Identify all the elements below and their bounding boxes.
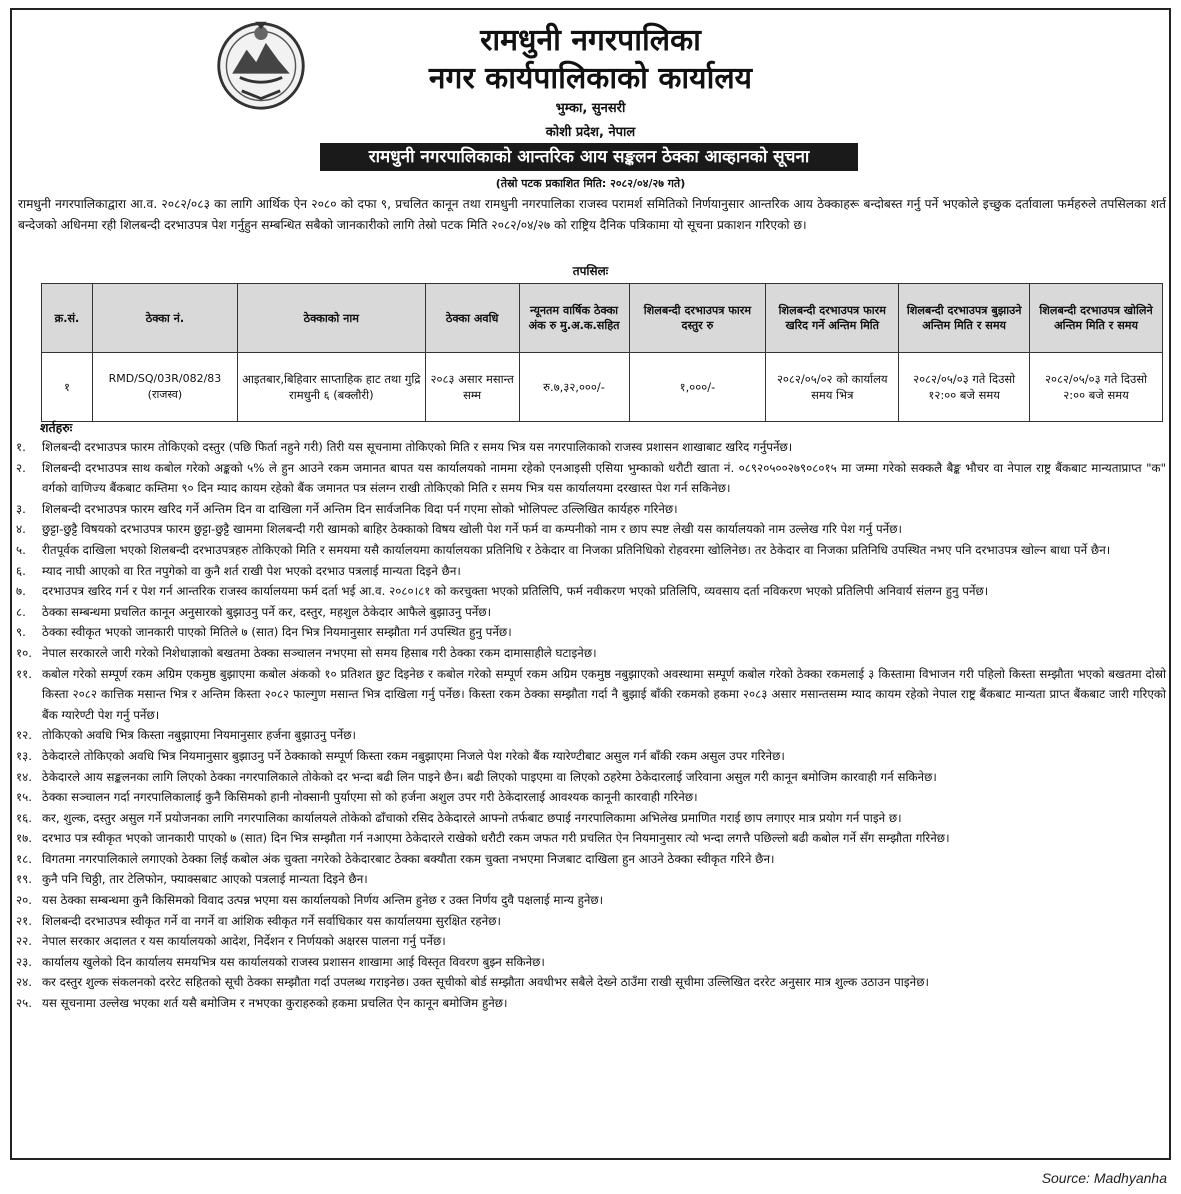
condition-item bbox=[16, 890, 1166, 911]
column-header: न्यूनतम वार्षिक ठेक्का अंक रु मु.अ.क.सहित bbox=[519, 284, 629, 353]
condition-text: शिलबन्दी दरभाउपत्र फारम तोकिएको दस्तुर (पछि फिर्ता नहुने गरी) तिरी यस सूचनामा तोकिएको मिति र समय भित्र यस नगरपालिकाको राजस्व प्रशासन शाखाबाट खरिद गर्नुपर्नेछ। bbox=[42, 440, 793, 454]
table-header-row bbox=[42, 284, 1163, 353]
column-header: शिलबन्दी दरभाउपत्र खोलिने अन्तिम मिति र समय bbox=[1030, 284, 1163, 353]
condition-item bbox=[16, 952, 1166, 973]
condition-item bbox=[16, 602, 1166, 623]
publish-date: (तेस्रो पटक प्रकाशित मिति: २०८२/०४/२७ गते) bbox=[495, 177, 686, 190]
condition-number: २. bbox=[16, 460, 26, 475]
cell-submit-deadline: २०८२/०५/०३ गते दिउसो १२:०० बजे समय bbox=[899, 353, 1030, 422]
condition-number: १०. bbox=[16, 645, 33, 660]
condition-item bbox=[16, 972, 1166, 993]
condition-number: २३. bbox=[16, 954, 33, 969]
condition-number: ९. bbox=[16, 625, 26, 640]
condition-text: कर दस्तुर शुल्क संकलनको दररेट सहितको सूची ठेक्का सम्झौता गर्दा उपलब्ध गराइनेछ। उक्त सूचीको बोर्ड सम्झौता अवधीभर सबैले देख्ने ठाउँमा राखी सूचीमा उल्लिखित दररेट अनुसार मात्र शुल्क उठाउन पाइनेछ। bbox=[42, 975, 929, 990]
condition-number: १५. bbox=[16, 790, 33, 805]
condition-item bbox=[16, 746, 1166, 767]
condition-item bbox=[16, 725, 1166, 746]
condition-number: २१. bbox=[16, 913, 33, 928]
condition-text: कर, शुल्क, दस्तुर असुल गर्ने प्रयोजनका लागि नगरपालिका कार्यालयले तोकेको ढाँचाको रसिद ठेकेदारले आफ्नो तर्फबाट छपाई नगरपालिकामा अभिलेख प्रमाणित गराई छाप लगाएर मात्र प्रयोग गर्न पाइने छ। bbox=[42, 810, 902, 825]
condition-text: कबोल गरेको सम्पूर्ण रकम अग्रिम एकमुष्ठ बुझाएमा कबोल अंकको १० प्रतिशत छुट दिइनेछ र कबोल गरेको सम्पूर्ण रकम अग्रिम एकमुष्ठ नबुझाएको अवस्थामा सम्पूर्ण कबोल गरेको ठेक्का रकमलाई ३ किस्तामा विभाजन गरी पहिलो किस्ता सम्झौता भएको बखतमा दोस्रो किस्ता २०८२ कात्तिक मसान्त भित्र र अन्तिम किस्ता २०८२ फाल्गुण मसान्त भित्र दाखिला गर्नु पर्नेछ। किस्ता रकम ठेक्का सम्झौता गर्दा नै बुझाई बाँकी रकमको हकमा २०८३ असार मसान्तसम्म म्याद कायम रहेको नेपाल राष्ट्र बैंकबाट मान्यता प्राप्त बैंकबाट जारी गरिएको बैंक ग्यारेण्टी पेश गर्नु पर्नेछ। bbox=[42, 666, 1166, 722]
condition-item bbox=[16, 869, 1166, 890]
condition-item bbox=[16, 622, 1166, 643]
condition-item bbox=[16, 540, 1166, 561]
cell-contract-no bbox=[92, 353, 237, 422]
condition-item bbox=[16, 643, 1166, 664]
column-header: शिलबन्दी दरभाउपत्र बुझाउने अन्तिम मिति र समय bbox=[899, 284, 1030, 353]
condition-number: १४. bbox=[16, 769, 33, 784]
condition-number: २०. bbox=[16, 893, 33, 908]
condition-item bbox=[16, 437, 1166, 458]
condition-item bbox=[16, 993, 1166, 1014]
condition-text: ठेकेदारले आय सङ्कलनका लागि लिएको ठेक्का नगरपालिकाले तोकेको दर भन्दा बढी लिन पाइने छैन। बढी लिएको पाइएमा वा लिएको ठहरेमा ठेकेदारलाई जरिवाना असुल गरी कानून बमोजिम कारवाही गर्न सकिनेछ। bbox=[42, 769, 937, 784]
office-name: रामधुनी नगरपालिका bbox=[480, 23, 701, 58]
condition-item bbox=[16, 561, 1166, 582]
condition-text: म्याद नाघी आएको वा रित नपुगेको वा कुनै शर्त राखी पेश भएको दरभाउ पत्रलाई मान्यता दिइने छैन। bbox=[42, 563, 461, 578]
cell-min-amount: रु.७,३२,०००/- bbox=[519, 353, 629, 422]
condition-text: ठेक्का सञ्चालन गर्दा नगरपालिकालाई कुनै किसिमको हानी नोक्सानी पुर्याएमा सो को हर्जना अशुल उपर गरी ठेकेदारलाई आवश्यक कानूनी कारवाही गरिनेछ। bbox=[42, 790, 698, 805]
condition-text: दरभाउपत्र खरिद गर्न र पेश गर्न आन्तरिक राजस्व कार्यालयमा फर्म दर्ता भई आ.व. २०८०।८१ को करचुक्ता भएको प्रतिलिपि, फर्म नवीकरण भएको प्रतिलिपि, व्यवसाय दर्ता नविकरण भएको प्रतिलिपी अनिवार्य संलग्न हुनु पर्नेछ। bbox=[42, 584, 989, 599]
address-line-2: कोशी प्रदेश, नेपाल bbox=[545, 125, 636, 140]
cell-period: २०८३ असार मसान्त सम्म bbox=[425, 353, 519, 422]
condition-item bbox=[16, 808, 1166, 829]
condition-number: १. bbox=[16, 440, 26, 454]
contract-type: (राजस्व) bbox=[147, 388, 183, 401]
contract-number: RMD/SQ/03R/082/83 bbox=[108, 372, 222, 385]
condition-number: ३. bbox=[16, 501, 26, 516]
condition-text: रीतपूर्वक दाखिला भएको शिलबन्दी दरभाउपत्रहरु तोकिएको मिति र समयमा यसै कार्यालयमा कार्यालयका प्रतिनिधि र ठेकेदार वा निजका प्रतिनिधिको रोहवरमा खोलिनेछ। तर ठेकेदार वा निजका प्रतिनिधि उपस्थित नभए पनि दरभाउपत्र खोल्न बाधा पर्ने छैन। bbox=[42, 542, 1111, 557]
condition-number: २४. bbox=[16, 975, 33, 990]
table-row bbox=[42, 353, 1163, 422]
condition-number: १३. bbox=[16, 748, 33, 763]
condition-text: छुट्टा-छुट्टै विषयको दरभाउपत्र फारम छुट्टा-छुट्टै खाममा शिलबन्दी गरी खामको बाहिर ठेक्काको विषय खोली पेश गर्ने फर्म वा कम्पनीको नाम र छाप स्पष्ट लेखी यस कार्यालयको नाम उल्लेख गरि पेश गर्नु पर्नेछ। bbox=[42, 522, 902, 537]
column-header: ठेक्का नं. bbox=[92, 284, 237, 353]
condition-item bbox=[16, 581, 1166, 602]
condition-number: १२. bbox=[16, 728, 33, 743]
condition-item bbox=[16, 849, 1166, 870]
address-line-1: भुम्का, सुनसरी bbox=[555, 101, 626, 116]
condition-text: ठेकेदारले तोकिएको अवधि भित्र नियमानुसार बुझाउनु पर्ने ठेक्काको सम्पूर्ण किस्ता रकम नबुझाएमा निजले पेश गरेको बैंक ग्यारेण्टीबाट असुल गर्न बाँकी रकम असुल उपर गरिनेछ। bbox=[42, 748, 785, 763]
condition-item bbox=[16, 931, 1166, 952]
source-credit: Source: Madhyanha bbox=[1041, 1170, 1167, 1186]
condition-number: ५. bbox=[16, 542, 26, 557]
condition-text: यस सूचनामा उल्लेख भएका शर्त यसै बमोजिम र नभएका कुराहरुको हकमा प्रचलित ऐन कानून बमोजिम हुनेछ। bbox=[42, 996, 508, 1011]
condition-number: ११. bbox=[16, 666, 33, 681]
condition-number: ६. bbox=[16, 563, 26, 578]
column-header: ठेक्काको नाम bbox=[237, 284, 425, 353]
details-heading: तपसिलः bbox=[572, 264, 609, 278]
column-header: क्र.सं. bbox=[42, 284, 93, 353]
condition-item bbox=[16, 787, 1166, 808]
condition-number: २२. bbox=[16, 934, 33, 949]
condition-item bbox=[16, 458, 1166, 499]
condition-text: शिलबन्दी दरभाउपत्र स्वीकृत गर्ने वा नगर्ने वा आंशिक स्वीकृत गर्ने सर्वाधिकार यस कार्यालयमा सुरक्षित रहनेछ। bbox=[42, 913, 501, 928]
condition-number: १६. bbox=[16, 810, 33, 825]
condition-item bbox=[16, 767, 1166, 788]
condition-item bbox=[16, 519, 1166, 540]
condition-number: १७. bbox=[16, 831, 33, 846]
condition-text: कार्यालय खुलेको दिन कार्यालय समयभित्र यस कार्यालयको राजस्व प्रशासन शाखामा आई विस्तृत विवरण बुझ्न सकिनेछ। bbox=[42, 954, 545, 969]
condition-number: १८. bbox=[16, 851, 33, 866]
cell-opening-time: २०८२/०५/०३ गते दिउसो २:०० बजे समय bbox=[1030, 353, 1163, 422]
condition-text: नेपाल सरकारले जारी गरेको निशेधाज्ञाको बखतमा ठेक्का सञ्चालन नभएमा सो समय हिसाब गरी ठेक्का रकम दामासाहीले घटाइनेछ। bbox=[42, 645, 597, 660]
condition-text: ठेक्का स्वीकृत भएको जानकारी पाएको मितिले ७ (सात) दिन भित्र नियमानुसार सम्झौता गर्न उपस्थित हुनु पर्नेछ। bbox=[42, 625, 512, 640]
tender-table bbox=[41, 283, 1163, 422]
cell-form-fee: १,०००/- bbox=[629, 353, 766, 422]
intro-paragraph: रामधुनी नगरपालिकाद्वारा आ.व. २०८२/०८३ का लागि आर्थिक ऐन २०८० को दफा ९, प्रचलित कानून तथा रामधुनी नगरपालिका राजस्व परामर्श समितिको निर्णयानुसार आन्तरिक आय ठेक्काहरू बन्दोबस्त गर्नु पर्ने भएकोले इच्छुक दर्तावाला फर्महरुले तपसिलका शर्त बन्देजको अधिनमा रही शिलबन्दी दरभाउपत्र पेश गर्नुहुन सम्बन्धित सबैको जानकारीको लागि तेस्रो पटक मिति २०८२/०४/२७ को राष्ट्रिय दैनिक पत्रिकामा यो सूचना प्रकाशन गरिएको छ। bbox=[18, 197, 1166, 232]
conditions-list bbox=[16, 437, 1166, 1014]
notice-title-banner: रामधुनी नगरपालिकाको आन्तरिक आय सङ्कलन ठेक्का आव्हानको सूचना bbox=[320, 143, 858, 171]
condition-text: यस ठेक्का सम्बन्धमा कुनै किसिमको विवाद उत्पन्न भएमा यस कार्यालयको निर्णय अन्तिम हुनेछ र उक्त निर्णय दुवै पक्षलाई मान्य हुनेछ। bbox=[42, 893, 604, 908]
column-header: शिलबन्दी दरभाउपत्र फारम दस्तुर रु bbox=[629, 284, 766, 353]
condition-text: शिलबन्दी दरभाउपत्र साथ कबोल गरेको अङ्कको ५% ले हुन आउने रकम जमानत बापत यस कार्यालयको नाममा रहेको एनआइसी एसिया भुम्काको धरौटी खाता नं. ०८९२०५००२७९०८०१५ मा जम्मा गरेको सक्कलै बैङ्क भौचर वा नेपाल राष्ट्र बैंकबाट मान्यताप्राप्त "क" वर्गको वाणिज्य बैंकबाट कम्तिमा ९० दिन म्याद कायम रहेको बैंक जमानत पत्र संलग्न राखी तोकिएको मिति र समय भित्र यस कार्यालयमा दरखास्त पेश गर्न सकिनेछ। bbox=[42, 460, 1166, 496]
cell-contract-name: आइतबार,बिहिवार साप्ताहिक हाट तथा गुद्रि रामधुनी ६ (बक्लौरी) bbox=[237, 353, 425, 422]
conditions-title: शर्तहरुः bbox=[40, 420, 73, 435]
condition-text: तोकिएको अवधि भित्र किस्ता नबुझाएमा नियमानुसार हर्जना बुझाउनु पर्नेछ। bbox=[42, 728, 356, 743]
condition-number: ७. bbox=[16, 584, 26, 599]
condition-text: शिलबन्दी दरभाउपत्र फारम खरिद गर्ने अन्तिम दिन वा दाखिला गर्ने अन्तिम दिन सार्वजनिक विदा पर्न गएमा सोको भोलिपल्ट उल्लिखित कार्यहरु गरिनेछ। bbox=[42, 501, 678, 516]
office-subtitle: नगर कार्यपालिकाको कार्यालय bbox=[428, 61, 753, 96]
condition-text: विगतमा नगरपालिकाले लगाएको ठेक्का लिई कबोल अंक चुक्ता नगरेको ठेकेदारबाट ठेक्का बक्यौता रकम चुक्ता नभएमा निजबाट दाखिला हुन आउने ठेक्का स्वीकृत गरिने छैन। bbox=[42, 851, 775, 866]
column-header: शिलबन्दी दरभाउपत्र फारम खरिद गर्ने अन्तिम मिति bbox=[766, 284, 899, 353]
condition-text: कुनै पनि चिठ्ठी, तार टेलिफोन, फ्याक्सबाट आएको पत्रलाई मान्यता दिइने छैन। bbox=[42, 872, 368, 887]
condition-text: नेपाल सरकार अदालत र यस कार्यालयको आदेश, निर्देशन र निर्णयको अक्षरस पालना गर्नु पर्नेछ। bbox=[42, 934, 446, 949]
condition-item bbox=[16, 499, 1166, 520]
condition-number: ८. bbox=[16, 604, 26, 619]
condition-item bbox=[16, 664, 1166, 726]
column-header: ठेक्का अवधि bbox=[425, 284, 519, 353]
condition-text: ठेक्का सम्बन्धमा प्रचलित कानून अनुसारको बुझाउनु पर्ने कर, दस्तुर, महशुल ठेकेदार आफैले बुझाउनु पर्नेछ। bbox=[42, 604, 492, 619]
cell-sn: १ bbox=[42, 353, 93, 422]
condition-item bbox=[16, 828, 1166, 849]
condition-number: १९. bbox=[16, 872, 33, 887]
condition-text: दरभाउ पत्र स्वीकृत भएको जानकारी पाएको ७ (सात) दिन भित्र सम्झौता गर्न नआएमा ठेकेदारले राखेको धरौटी रकम जफत गरी प्रचलित ऐन नियमानुसार त्यो भन्दा लगत्तै पछिल्लो बढी कबोल गर्ने सँग सम्झौता गरिनेछ। bbox=[42, 831, 950, 846]
condition-number: ४. bbox=[16, 522, 26, 537]
condition-number: २५. bbox=[16, 996, 33, 1011]
cell-purchase-deadline: २०८२/०५/०२ को कार्यालय समय भित्र bbox=[766, 353, 899, 422]
condition-item bbox=[16, 911, 1166, 932]
